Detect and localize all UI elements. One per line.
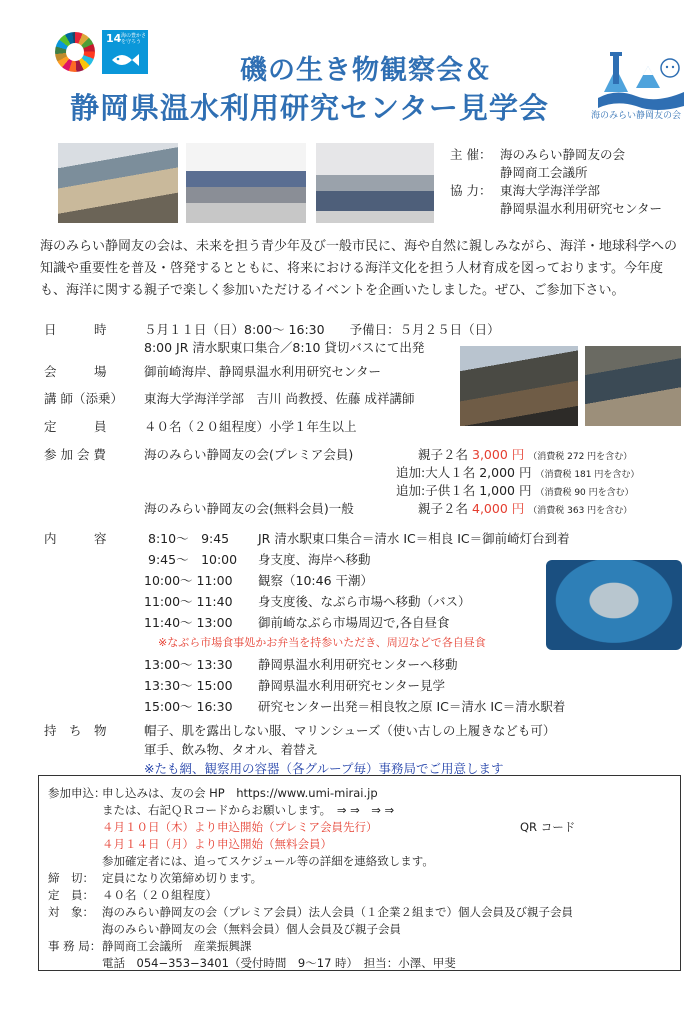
deadline-label: 締 切： <box>48 871 94 885</box>
deadline-value: 定員になり次第締め切ります。 <box>102 871 263 885</box>
fee-free: 海のみらい静岡友の会(無料会員)一般 <box>144 501 354 516</box>
fee-f1-label: 親子２名 <box>418 501 469 516</box>
fee-p3-tax: （消費税 90 円を含む） <box>535 488 634 498</box>
office-phone: 電話 054−353−3401（受付時間 9～17 時） 担当：小澤、甲斐 <box>102 956 456 970</box>
schedule-text: 静岡県温水利用研究センター見学 <box>258 678 446 693</box>
schedule-item <box>144 613 449 631</box>
schedule-text: 観察（10:46 干潮） <box>258 573 373 588</box>
fee-p2 <box>396 463 639 481</box>
schedule-text: 御前崎なぶら市場周辺で,各自昼食 <box>258 615 450 630</box>
apply-qr-text: または、右記ＱＲコードからお願いします。 ⇒ ⇒ ⇒ ⇒ <box>102 803 395 817</box>
photo-lecture <box>316 143 434 223</box>
host2: 静岡商工会議所 <box>500 165 588 180</box>
sdg-text: 海の豊かさを守ろう <box>121 33 147 45</box>
date-row <box>44 320 500 338</box>
schedule-text: JR 清水駅東口集合＝清水 IC＝相良 IC＝御前崎灯台到着 <box>258 531 570 546</box>
fee-p3-price: 1,000 円 <box>479 483 532 498</box>
apply-premium-date: ４月１０日（木）より申込開始（プレミア会員先行） <box>102 820 378 834</box>
schedule-time: 11:40～ 13:00 <box>144 615 233 630</box>
schedule-item <box>148 529 570 547</box>
belongings-row <box>44 721 555 739</box>
capacity-value: ４０名（２０組程度）小学１年生以上 <box>144 419 357 434</box>
schedule-item <box>144 592 471 610</box>
fee-p1-tax: （消費税 272 円を含む） <box>528 452 633 462</box>
schedule-note: ※なぶら市場食事処かお弁当を持参いただき、周辺などで各自昼食 <box>158 636 486 649</box>
sdg-wheel-icon <box>55 32 95 72</box>
place-label: 会 場 <box>44 364 107 379</box>
page-title-line1: 磯の生き物観察会＆ <box>240 55 492 86</box>
apply-free-date: ４月１４日（月）より申込開始（無料会員） <box>102 837 332 851</box>
schedule-item <box>144 697 565 715</box>
host1: 海のみらい静岡友の会 <box>500 147 626 162</box>
place-row <box>44 362 381 380</box>
lecturer-row <box>44 389 414 407</box>
belongings-line3: ※たも網、観察用の容器（各グループ毎）事務局でご用意します <box>144 761 504 776</box>
office-label: 事 務 局： <box>48 939 102 953</box>
fee-premium: 海のみらい静岡友の会(プレミア会員) <box>144 447 354 462</box>
belongings-label: 持 ち 物 <box>44 723 107 738</box>
schedule-text: 身支度後、なぶら市場へ移動（バス） <box>258 594 471 609</box>
fish-icon <box>110 50 140 70</box>
schedule-time: 11:00～ 11:40 <box>144 594 233 609</box>
apply-label: 参加申込： <box>48 786 106 800</box>
coop1: 東海大学海洋学部 <box>500 183 601 198</box>
fee-label: 参 加 会 費 <box>44 447 106 462</box>
schedule-item <box>148 550 371 568</box>
photo-tidepool <box>585 346 681 426</box>
logo-text: 海のみらい静岡友の会 <box>591 111 682 121</box>
fee-p2-tax: （消費税 181 円を含む） <box>535 470 640 480</box>
date-sub: 8:00 JR 清水駅東口集合／8:10 貸切バスにて出発 <box>144 340 425 355</box>
coop-label: 協 力： <box>450 183 492 198</box>
schedule-time: 13:00～ 13:30 <box>144 657 233 672</box>
fee-f1-tax: （消費税 363 円を含む） <box>528 506 633 516</box>
fee-p1-price: 3,000 円 <box>472 447 525 462</box>
schedule-label: 内 容 <box>44 531 107 546</box>
photo-rocky-shore <box>460 346 578 426</box>
schedule-time: 9:45～ 10:00 <box>148 552 238 567</box>
sdg-number: 14 <box>106 32 122 45</box>
capacity-row <box>44 417 357 435</box>
schedule-time: 10:00～ 11:00 <box>144 573 233 588</box>
coop2: 静岡県温水利用研究センター <box>500 201 663 216</box>
schedule-item <box>144 676 445 694</box>
schedule-text: 研究センター出発＝相良牧之原 IC＝清水 IC＝清水駅着 <box>258 699 566 714</box>
date-label: 日 時 <box>44 322 107 337</box>
date-value: ５月１１日（日）8:00～ 16:30 予備日：５月２５日（日） <box>144 322 500 337</box>
capacity-label: 定 員 <box>44 419 107 434</box>
target-free: 海のみらい静岡友の会（無料会員）個人会員及び親子会員 <box>102 922 401 936</box>
organizers <box>450 146 662 218</box>
target-label: 対 象： <box>48 905 94 919</box>
fee-p3-label: 追加:子供１名 <box>396 483 476 498</box>
target-premium: 海のみらい静岡友の会（プレミア会員）法人会員（１企業２組まで）個人会員及び親子会員 <box>102 905 574 919</box>
fee-p1 <box>418 445 632 463</box>
fee-f1 <box>418 499 632 517</box>
photo-specimen-bowl <box>546 560 682 650</box>
umi-mirai-logo-icon <box>596 48 686 114</box>
schedule-item <box>144 571 373 589</box>
apply-hp: 申し込みは、友の会 HP https://www.umi-mirai.jp <box>102 786 378 800</box>
intro-paragraph: 海のみらい静岡友の会は、未来を担う青少年及び一般市民に、海や自然に親しみながら、海洋・地球科学への知識や重要性を普及・啓発するとともに、将来における海洋文化を担う人材育成を図っております。今年度も、海洋に関する親子で楽しく参加いただけるイベントを企画いたしました。ぜひ、ご参加下さい。 <box>40 239 678 298</box>
fee-p2-price: 2,000 円 <box>479 465 532 480</box>
schedule-text: 身支度、海岸へ移動 <box>258 552 371 567</box>
qr-label: QR コード <box>520 820 576 834</box>
apply-confirm: 参加確定者には、追ってスケジュール等の詳細を連絡致します。 <box>102 854 434 868</box>
fee-p3 <box>396 481 634 499</box>
schedule-time: 15:00～ 16:30 <box>144 699 233 714</box>
schedule-text: 静岡県温水利用研究センターへ移動 <box>258 657 458 672</box>
photo-beach-observation <box>58 143 178 223</box>
fee-p1-label: 親子２名 <box>418 447 469 462</box>
fee-row <box>44 445 353 463</box>
lecturer-label: 講 師（添乗） <box>44 391 123 406</box>
page-title-line2: 静岡県温水利用研究センター見学会 <box>70 91 549 125</box>
fee-p2-label: 追加:大人１名 <box>396 465 476 480</box>
belongings-line1: 帽子、肌を露出しない服、マリンシューズ（使い古しの上履きなども可） <box>144 723 556 738</box>
place-value: 御前崎海岸、静岡県温水利用研究センター <box>144 364 382 379</box>
photo-group <box>186 143 306 223</box>
office-name: 静岡商工会議所 産業振興課 <box>102 939 252 953</box>
host-label: 主 催： <box>450 147 492 162</box>
capacity-label-box: 定 員： <box>48 888 94 902</box>
sdg14-icon <box>102 30 148 74</box>
schedule-item <box>144 655 458 673</box>
schedule-time: 8:10～ 9:45 <box>148 531 230 546</box>
capacity-value-box: ４０名（２０組程度） <box>102 888 217 902</box>
fee-f1-price: 4,000 円 <box>472 501 525 516</box>
belongings-line2: 軍手、飲み物、タオル、着替え <box>144 742 319 757</box>
lecturer-value: 東海大学海洋学部 吉川 尚教授、佐藤 成祥講師 <box>144 391 415 406</box>
schedule-time: 13:30～ 15:00 <box>144 678 233 693</box>
